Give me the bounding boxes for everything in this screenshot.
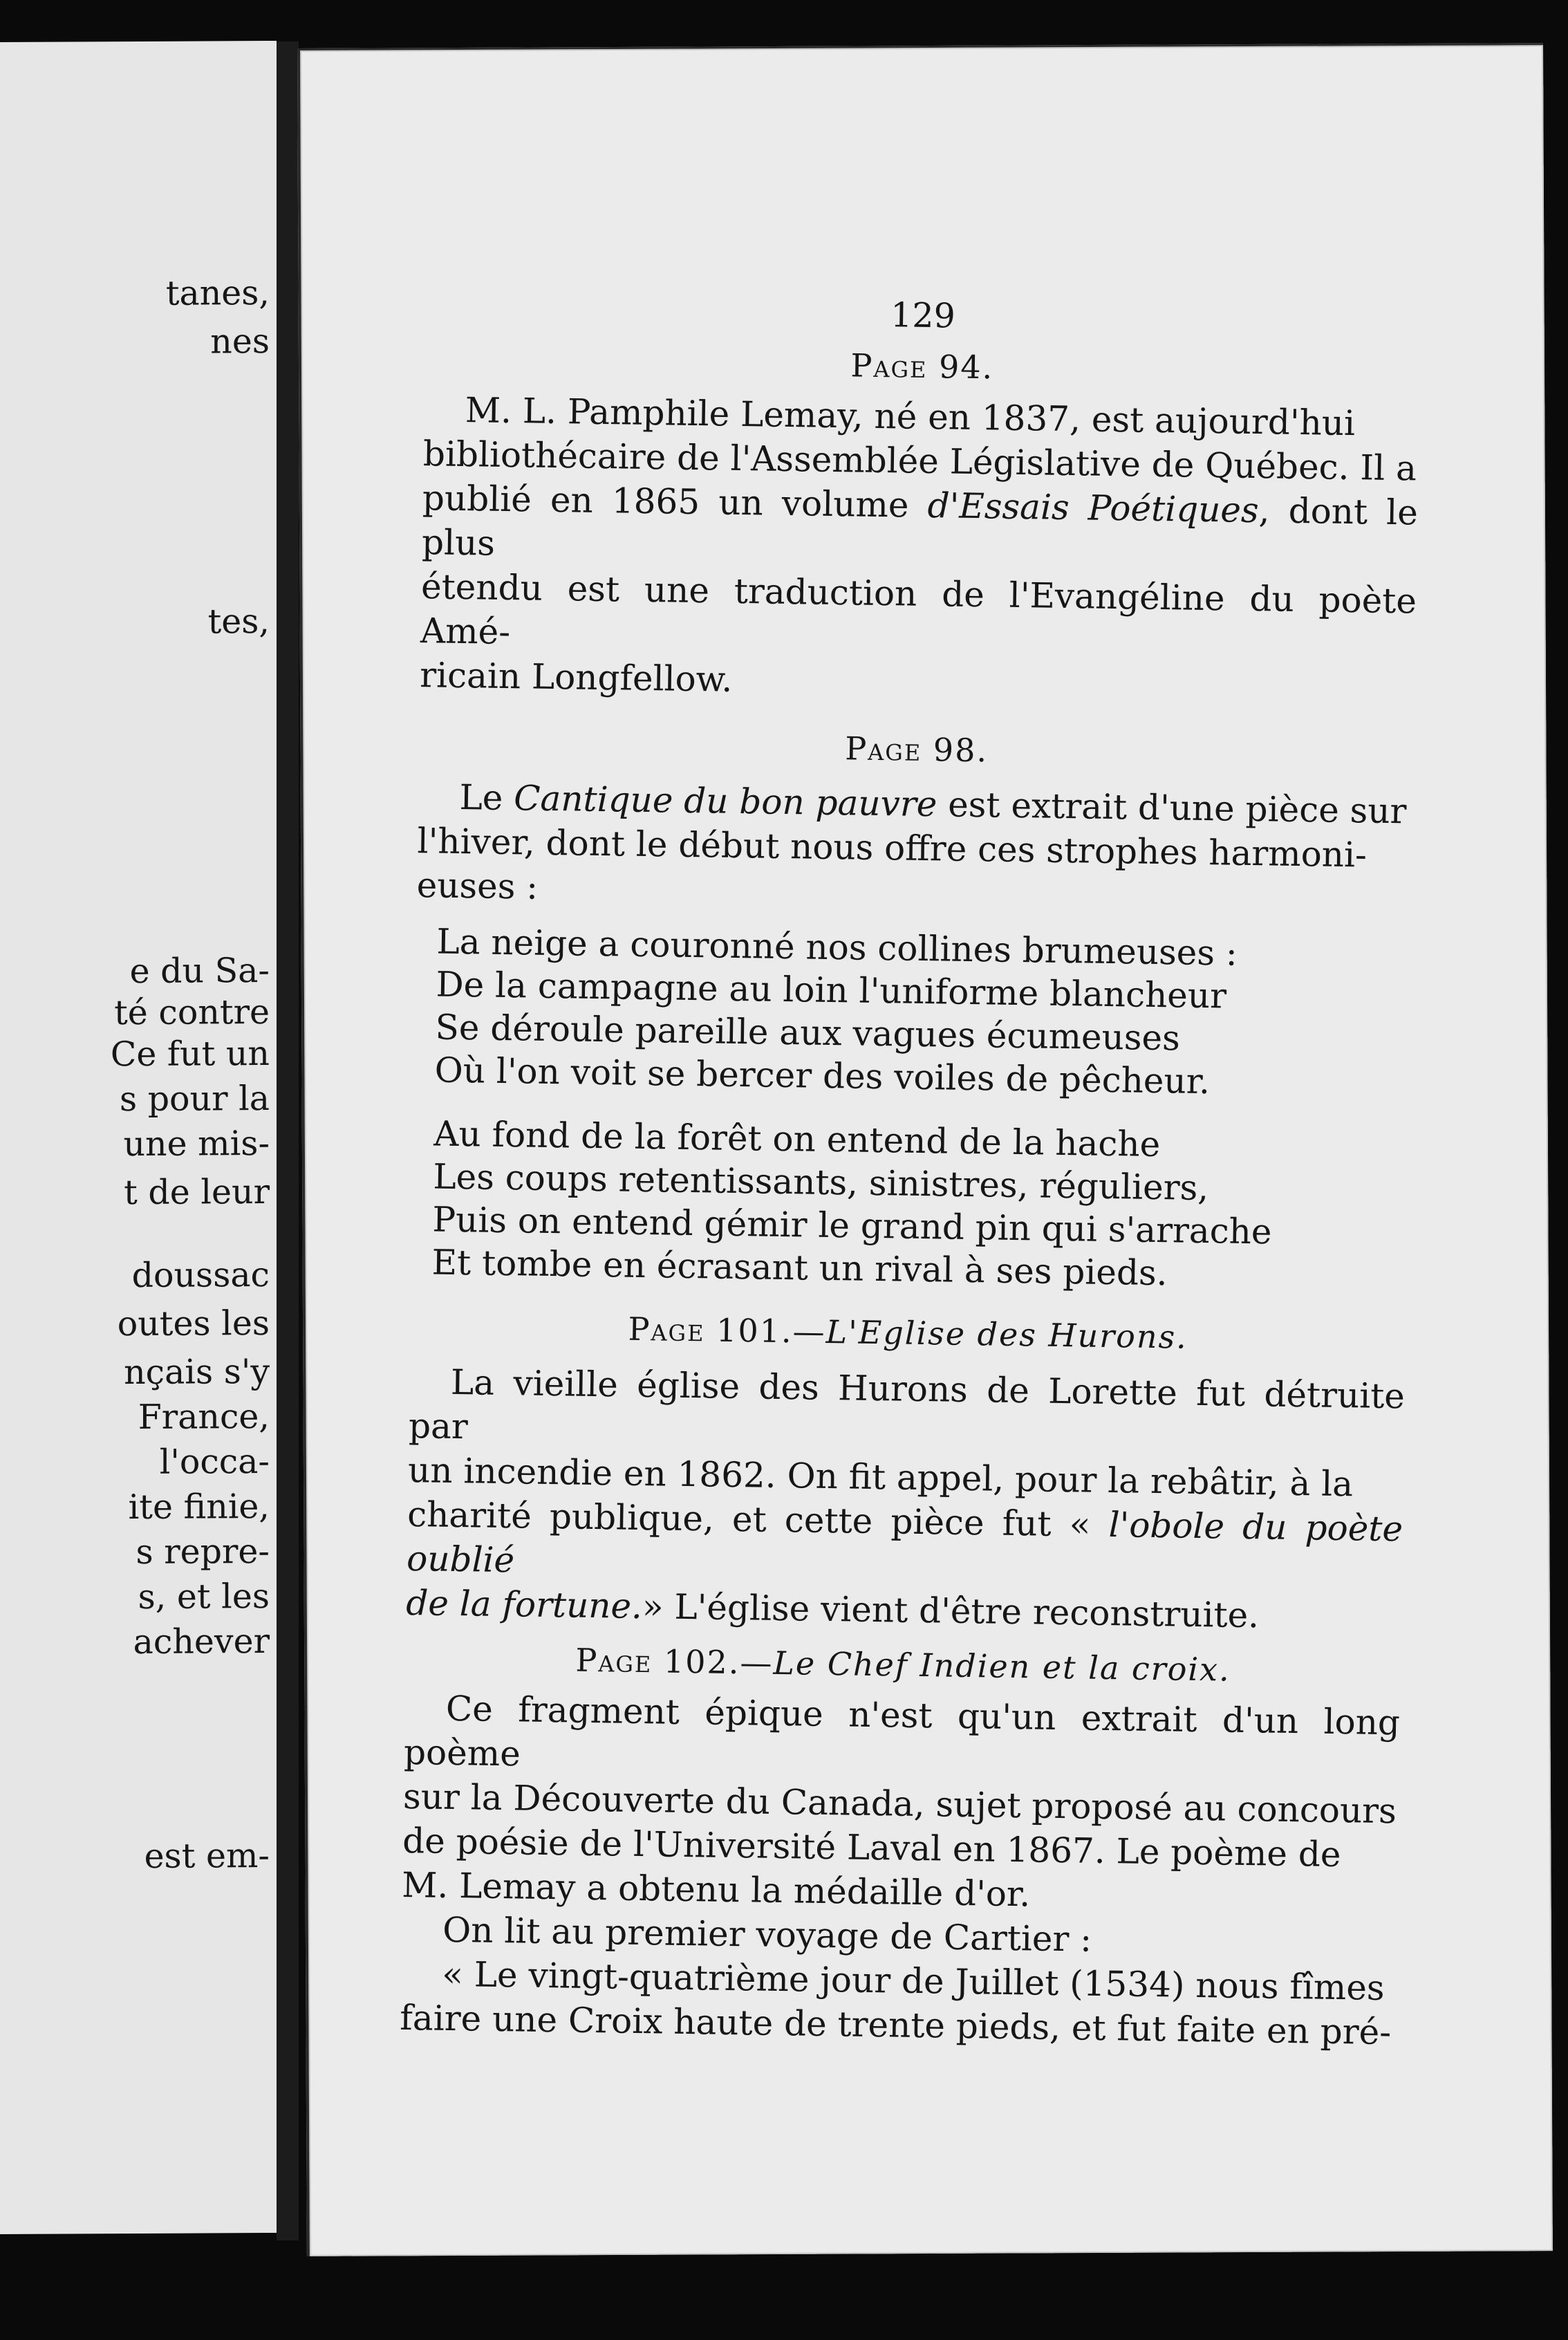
left-page-line: doussac: [131, 1255, 270, 1296]
heading-page-94: Page 94.: [850, 346, 994, 387]
left-page-line: tanes,: [165, 273, 270, 313]
heading-page-101: Page 101.—L'Eglise des Hurons.: [628, 1310, 1188, 1356]
book-gutter: [277, 41, 299, 2240]
stanza-1: [413, 920, 1412, 1106]
heading-page-98: Page 98.: [844, 730, 989, 770]
verse-line: La neige a couronné nos collines brumeuses :: [436, 921, 1238, 974]
left-page-line: ite finie,: [128, 1487, 270, 1528]
left-page-line: t de leur: [124, 1172, 270, 1213]
left-page-line: e du Sa-: [129, 951, 270, 992]
heading-page-102: Page 102.—Le Chef Indien et la croix.: [575, 1641, 1231, 1689]
left-page-line: achever: [133, 1622, 270, 1662]
paragraph-page-98: Le Cantique du bon pauvre est extrait d'une pièce sur l'hiver, dont le début nous offre ces strophes harmoni- euses :: [416, 777, 1407, 907]
paragraph-cartier-quote: « Le vingt-quatrième jour de Juillet (1534) nous fîmes faire une Croix haute de trente pieds, et fut faite en pré-: [399, 1953, 1392, 2053]
left-page-line: tes,: [207, 602, 270, 642]
verse-line: Les coups retentissants, sinistres, réguliers,: [433, 1156, 1209, 1209]
stanza-2: [411, 1112, 1409, 1298]
page-number: 129: [890, 295, 956, 336]
left-page-line: té contre: [114, 992, 270, 1033]
verse-line: Puis on entend gémir le grand pin qui s'arrache: [432, 1199, 1272, 1252]
verse-line: Se déroule pareille aux vagues écumeuses: [435, 1007, 1181, 1059]
paragraph-page-102: Ce fragment épique n'est qu'un extrait d'un long poème sur la Découverte du Canada, sujet proposé au concours de poésie de l'Université Laval en 1867. Le poème de M. Lemay a obtenu la médaille d'or.: [401, 1688, 1401, 1915]
left-page-line: s repre-: [136, 1532, 270, 1572]
left-page-line: Ce fut un: [110, 1034, 270, 1075]
paragraph-page-101: La vieille église des Hurons de Lorette fut détruite par un incendie en 1862. On fit appel, pour la rebâtir, à la charité publique, et cette pièce fut « l'obole du poète oublié de la fortune.» L'église vient d'être reconstruite.: [405, 1362, 1406, 1636]
left-page-line: France,: [138, 1397, 270, 1438]
left-page-line: s, et les: [138, 1577, 270, 1617]
left-page-line: outes les: [117, 1303, 270, 1344]
left-page-line: nes: [210, 322, 270, 362]
verse-line: De la campagne au loin l'uniforme blancheur: [436, 964, 1227, 1016]
page-text-block: [400, 288, 1421, 2054]
verse-line: Et tombe en écrasant un rival à ses pieds.: [431, 1242, 1168, 1294]
paragraph-page-94: M. L. Pamphile Lemay, né en 1837, est aujourd'hui bibliothécaire de l'Assemblée Législative de Québec. Il a publié en 1865 un volume d'Essais Poétiques, dont le plus étendu est une traduction de l'Evangéline du poète Amé- ricain Longfellow.: [419, 390, 1419, 700]
left-page-line: s pour la: [119, 1079, 270, 1120]
left-page-fragment: [0, 41, 277, 2234]
left-page-line: est em-: [144, 1836, 270, 1876]
verse-line: Au fond de la forêt on entend de la hache: [433, 1113, 1161, 1165]
left-page-line: nçais s'y: [124, 1352, 270, 1393]
paragraph-cartier-intro: On lit au premier voyage de Cartier :: [442, 1909, 1092, 1960]
right-page: [297, 43, 1553, 2256]
left-page-line: l'occa-: [159, 1442, 270, 1482]
left-page-line: une mis-: [123, 1124, 270, 1164]
verse-line: Où l'on voit se bercer des voiles de pêcheur.: [434, 1050, 1211, 1102]
